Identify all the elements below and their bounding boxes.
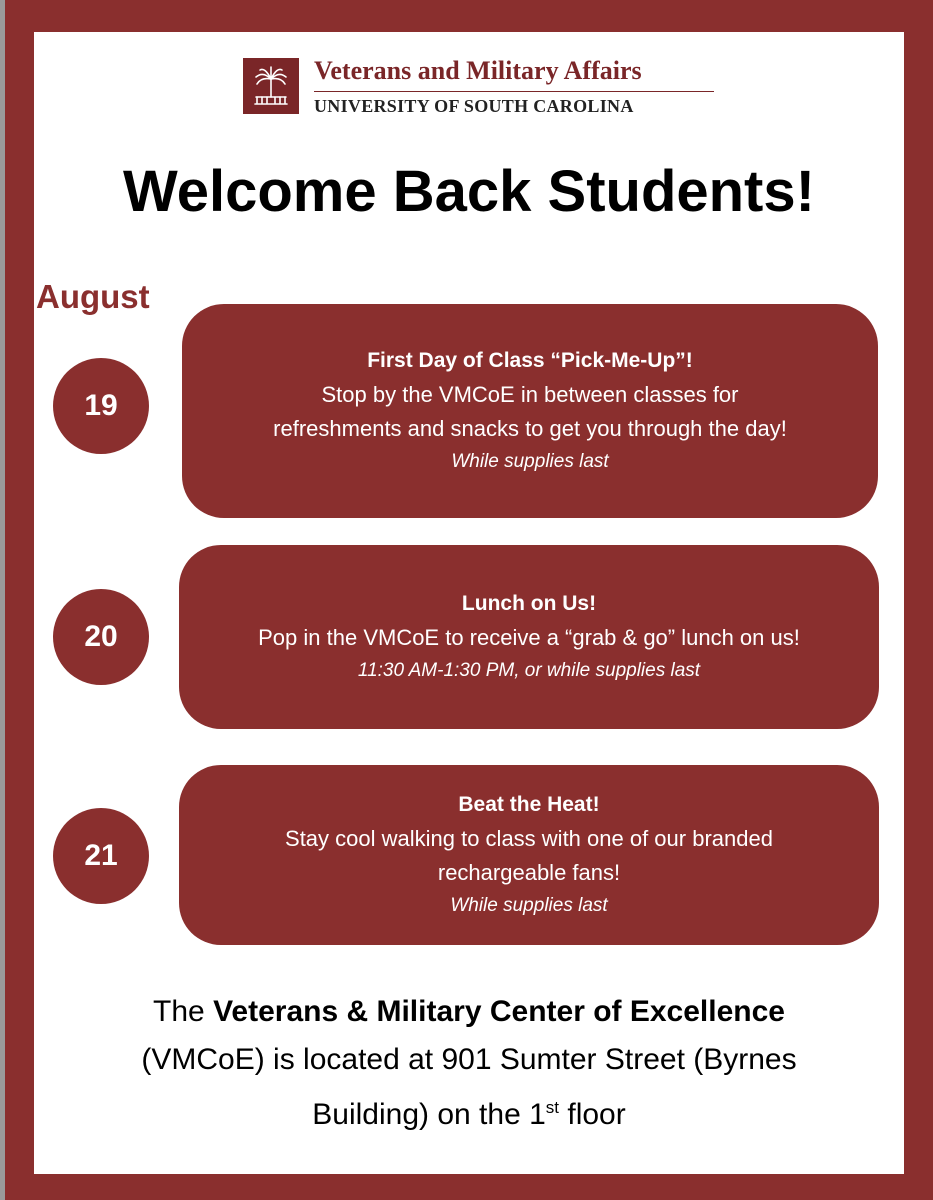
event-description-line: Stay cool walking to class with one of our branded [285,826,773,851]
center-name: Veterans & Military Center of Excellence [213,995,785,1028]
event-note: While supplies last [450,895,608,916]
event-card-beat-heat [179,765,879,945]
event-description-line: refreshments and snacks to get you through the day! [273,416,787,441]
flyer-sheet [34,32,904,1174]
location-line-3-start: Building) on the 1 [312,1098,546,1131]
event-note: 11:30 AM-1:30 PM, or while supplies last [357,660,701,681]
palmetto-tree-icon [243,58,299,114]
event-description-line: Stop by the VMCoE in between classes for [321,382,739,407]
location-line-3 [34,1084,904,1139]
event-description-line: Pop in the VMCoE to receive a “grab & go” lunch on us! [258,625,800,650]
page-title: Welcome Back Students! [123,159,815,224]
location-line-1 [34,988,904,1036]
date-circle-21: 21 [53,808,149,904]
location-line-3-end: floor [567,1098,626,1131]
event-note: While supplies last [451,451,609,472]
event-title: Beat the Heat! [458,793,600,816]
ordinal-suffix: st [545,1098,560,1117]
location-prefix: The [153,995,205,1028]
month-label: August [36,278,150,315]
org-subtitle: UNIVERSITY OF SOUTH CAROLINA [314,96,634,116]
location-line-2: (VMCoE) is located at 901 Sumter Street (Byrnes [141,1043,797,1076]
event-title: Lunch on Us! [461,592,597,615]
org-name: Veterans and Military Affairs [314,56,642,85]
date-circle-20: 20 [53,589,149,685]
org-divider [314,91,714,92]
event-title: First Day of Class “Pick-Me-Up”! [367,349,693,372]
event-card-lunch [179,545,879,729]
date-circle-19: 19 [53,358,149,454]
event-card-first-day [182,304,878,518]
location-info [34,988,904,1139]
event-description-line: rechargeable fans! [437,860,621,885]
left-edge-strip [0,0,5,1200]
